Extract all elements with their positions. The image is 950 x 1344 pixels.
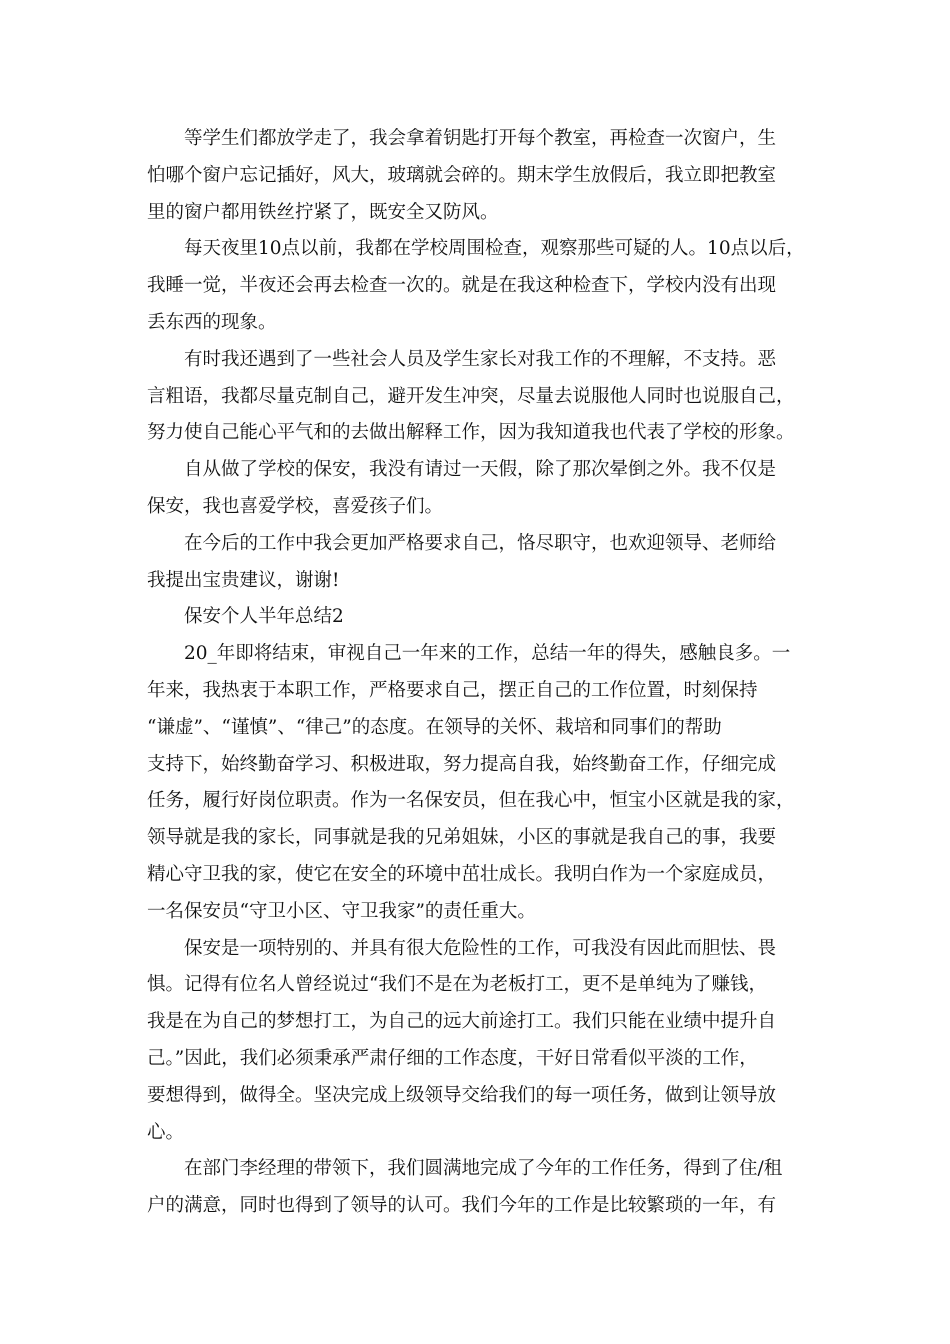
text-line: 支持下，始终勤奋学习、积极进取，努力提高自我，始终勤奋工作，仔细完成 <box>147 753 777 775</box>
text-line: 精心守卫我的家，使它在安全的环境中茁壮成长。我明白作为一个家庭成员， <box>147 863 777 885</box>
text-line: 每天夜里10点以前，我都在学校周围检查，观察那些可疑的人。10点以后， <box>184 238 805 260</box>
text-line: 一名保安员“守卫小区、守卫我家”的责任重大。 <box>147 900 536 922</box>
text-line: 怕哪个窗户忘记插好，风大，玻璃就会碎的。期末学生放假后，我立即把教室 <box>147 164 777 186</box>
text-line: 我是在为自己的梦想打工，为自己的远大前途打工。我们只能在业绩中提升自 <box>147 1011 777 1033</box>
text-line: 我提出宝贵建议，谢谢! <box>147 569 340 591</box>
text-line: 自从做了学校的保安，我没有请过一天假，除了那次晕倒之外。我不仅是 <box>184 459 777 481</box>
text-line: 保安是一项特别的、并具有很大危险性的工作，可我没有因此而胆怯、畏 <box>184 937 777 959</box>
text-line: 保安个人半年总结2 <box>184 606 344 628</box>
text-line: 丢东西的现象。 <box>147 311 277 333</box>
text-line: 有时我还遇到了一些社会人员及学生家长对我工作的不理解，不支持。恶 <box>184 348 777 370</box>
text-line: 心。 <box>147 1121 185 1143</box>
text-line: 努力使自己能心平气和的去做出解释工作，因为我知道我也代表了学校的形象。 <box>147 422 795 444</box>
text-line: 里的窗户都用铁丝拧紧了，既安全又防风。 <box>147 201 499 223</box>
document-body <box>147 121 807 1225</box>
text-line: 年来，我热衷于本职工作，严格要求自己，摆正自己的工作位置，时刻保持 <box>147 679 758 701</box>
text-line: “谦虚”、“谨慎”、“律己”的态度。在领导的关怀、栽培和同事们的帮助 <box>147 716 722 738</box>
text-line: 等学生们都放学走了，我会拿着钥匙打开每个教室，再检查一次窗户，生 <box>184 128 777 149</box>
text-line: 任务，履行好岗位职责。作为一名保安员，但在我心中，恒宝小区就是我的家， <box>147 790 795 812</box>
text-line: 20_年即将结束，审视自己一年来的工作，总结一年的得失，感触良多。一 <box>184 643 791 665</box>
text-line: 户的满意，同时也得到了领导的认可。我们今年的工作是比较繁琐的一年，有 <box>147 1195 777 1217</box>
text-line: 要想得到，做得全。坚决完成上级领导交给我们的每一项任务，做到让领导放 <box>147 1084 777 1106</box>
text-line: 在部门李经理的带领下，我们圆满地完成了今年的工作任务，得到了住/租 <box>184 1158 783 1180</box>
text-line: 保安，我也喜爱学校，喜爱孩子们。 <box>147 495 444 517</box>
text-line: 我睡一觉，半夜还会再去检查一次的。就是在我这种检查下，学校内没有出现 <box>147 275 777 297</box>
text-line: 言粗语，我都尽量克制自己，避开发生冲突，尽量去说服他人同时也说服自己， <box>147 385 795 407</box>
text-line: 己。”因此，我们必须秉承严肃仔细的工作态度，干好日常看似平淡的工作， <box>147 1047 758 1069</box>
text-line: 惧。记得有位名人曾经说过“我们不是在为老板打工，更不是单纯为了赚钱， <box>147 974 767 996</box>
text-line: 在今后的工作中我会更加严格要求自己，恪尽职守，也欢迎领导、老师给 <box>184 532 777 554</box>
text-line: 领导就是我的家长，同事就是我的兄弟姐妹，小区的事就是我自己的事，我要 <box>147 827 777 849</box>
